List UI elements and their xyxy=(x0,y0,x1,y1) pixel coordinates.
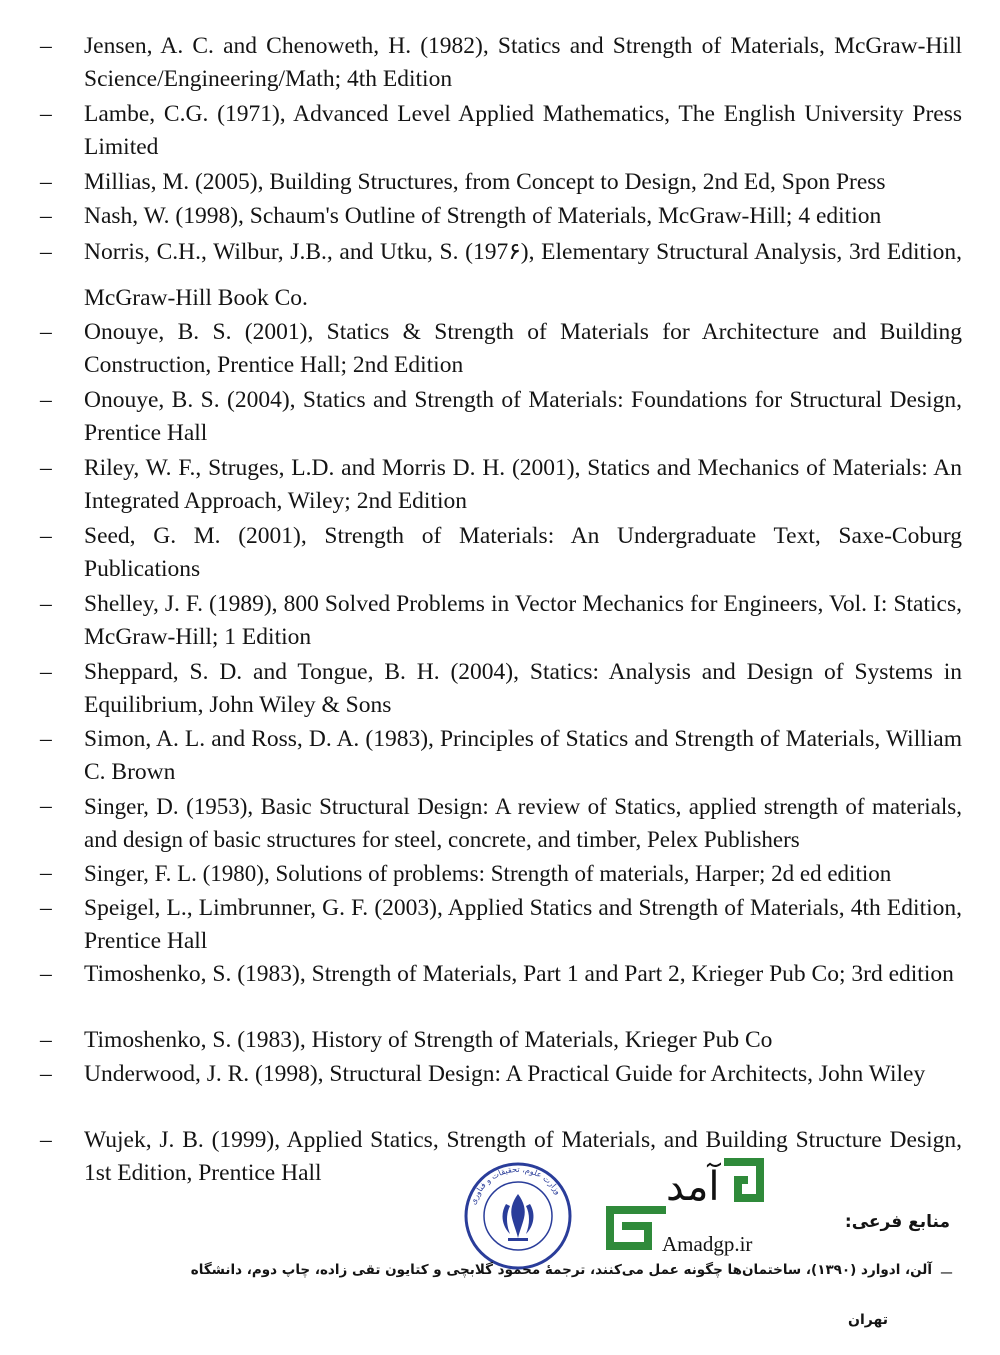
reference-text: Jensen, A. C. and Chenoweth, H. (1982), Statics and Strength of Materials, McGraw-Hill Science/Engineering/Math; 4th Edition xyxy=(84,33,962,92)
reference-text: Riley, W. F., Struges, L.D. and Morris D. H. (2001), Statics and Mechanics of Materials: An Integrated Approach, Wiley; 2nd Edition xyxy=(84,455,962,514)
reference-item xyxy=(40,1024,962,1057)
reference-item xyxy=(40,588,962,654)
reference-text: Lambe, C.G. (1971), Advanced Level Applied Mathematics, The English University Press Limited xyxy=(84,101,962,160)
secondary-source-continuation: تهران xyxy=(848,1312,888,1328)
secondary-sources-heading: منابع فرعی: xyxy=(844,1212,950,1232)
reference-text: Seed, G. M. (2001), Strength of Materials: An Undergraduate Text, Saxe-Coburg Publications xyxy=(84,523,962,582)
reference-item xyxy=(40,857,962,890)
bullet-dash: – xyxy=(40,1027,52,1053)
reference-item xyxy=(40,30,962,96)
reference-item xyxy=(40,316,962,382)
reference-item xyxy=(40,384,962,450)
bullet-dash: – xyxy=(40,455,52,481)
reference-text: Nash, W. (1998), Schaum's Outline of Strength of Materials, McGraw-Hill; 4 edition xyxy=(84,203,882,229)
bullet-dash: – xyxy=(40,961,52,987)
reference-text: Singer, F. L. (1980), Solutions of problems: Strength of materials, Harper; 2d ed edition xyxy=(84,861,892,886)
reference-text: Onouye, B. S. (2004), Statics and Strength of Materials: Foundations for Structural Design, Prentice Hall xyxy=(84,387,962,446)
bullet-dash: – xyxy=(40,387,52,413)
bullet-dash: – xyxy=(941,1258,952,1283)
reference-item xyxy=(40,656,962,722)
reference-text: Timoshenko, S. (1983), History of Strength of Materials, Krieger Pub Co xyxy=(84,1027,773,1053)
bullet-dash: – xyxy=(40,726,52,752)
bullet-dash: – xyxy=(40,895,52,921)
bullet-dash: – xyxy=(40,591,52,617)
reference-item xyxy=(40,520,962,586)
reference-text: Underwood, J. R. (1998), Structural Design: A Practical Guide for Architects, John Wiley xyxy=(84,1061,926,1087)
bullet-dash: – xyxy=(40,33,52,59)
reference-item xyxy=(40,236,962,321)
bullet-dash: – xyxy=(40,319,52,345)
site-url: Amadgp.ir xyxy=(662,1232,753,1256)
bullet-dash: – xyxy=(40,203,52,229)
reference-item xyxy=(40,790,962,856)
reference-text: Sheppard, S. D. and Tongue, B. H. (2004), Statics: Analysis and Design of Systems in Equilibrium, John Wiley & Sons xyxy=(84,659,962,718)
logo-lettering: آمد xyxy=(666,1164,720,1210)
bullet-dash: – xyxy=(40,860,52,886)
reference-text: Wujek, J. B. (1999), Applied Statics, Strength of Materials, and Building Structure Design, 1st Edition, Prentice Hall xyxy=(84,1127,962,1186)
reference-text: Timoshenko, S. (1983), Strength of Materials, Part 1 and Part 2, Krieger Pub Co; 3rd edition xyxy=(84,961,954,987)
reference-item xyxy=(40,723,962,789)
svg-text:وزارت علوم، تحقیقات و فناوری: وزارت علوم، تحقیقات و فناوری xyxy=(468,1164,563,1206)
reference-text: Speigel, L., Limbrunner, G. F. (2003), Applied Statics and Strength of Materials, 4th Edition, Prentice Hall xyxy=(84,895,962,954)
bullet-dash: – xyxy=(40,1061,52,1087)
ministry-seal-logo xyxy=(462,1160,574,1272)
reference-text: Millias, M. (2005), Building Structures, from Concept to Design, 2nd Ed, Spon Press xyxy=(84,169,886,195)
bullet-dash: – xyxy=(40,793,52,819)
reference-item xyxy=(40,98,962,164)
reference-text: Simon, A. L. and Ross, D. A. (1983), Principles of Statics and Strength of Materials, William C. Brown xyxy=(84,726,962,785)
bullet-dash: – xyxy=(40,101,52,127)
reference-item xyxy=(40,166,962,199)
bullet-dash: – xyxy=(40,659,52,685)
reference-text: Norris, C.H., Wilbur, J.B., and Utku, S. (197۶), Elementary Structural Analysis, 3rd Edition, McGraw-Hill Book Co. xyxy=(84,239,962,311)
secondary-source-item: آلن، ادوارد (۱۳۹۰)، ساختمان‌ها چگونه عمل می‌کنند، ترجمهٔ محمود گلابچی و کتایون تقی زاده، چاپ دوم، دانشگاه xyxy=(190,1262,932,1278)
bullet-dash: – xyxy=(40,523,52,549)
bullet-dash: – xyxy=(40,169,52,195)
reference-item xyxy=(40,958,962,991)
reference-text: Onouye, B. S. (2001), Statics & Strength of Materials for Architecture and Building Construction, Prentice Hall; 2nd Edition xyxy=(84,319,962,378)
bullet-dash: – xyxy=(40,239,52,265)
reference-item xyxy=(40,892,962,958)
reference-item xyxy=(40,1058,962,1091)
reference-item xyxy=(40,452,962,518)
bullet-dash: – xyxy=(40,1127,52,1153)
reference-text: Singer, D. (1953), Basic Structural Design: A review of Statics, applied strength of materials, and design of basic structures for steel, concrete, and timber, Pelex Publishers xyxy=(84,794,962,852)
reference-text: Shelley, J. F. (1989), 800 Solved Problems in Vector Mechanics for Engineers, Vol. I: Statics, McGraw-Hill; 1 Edition xyxy=(84,591,962,650)
